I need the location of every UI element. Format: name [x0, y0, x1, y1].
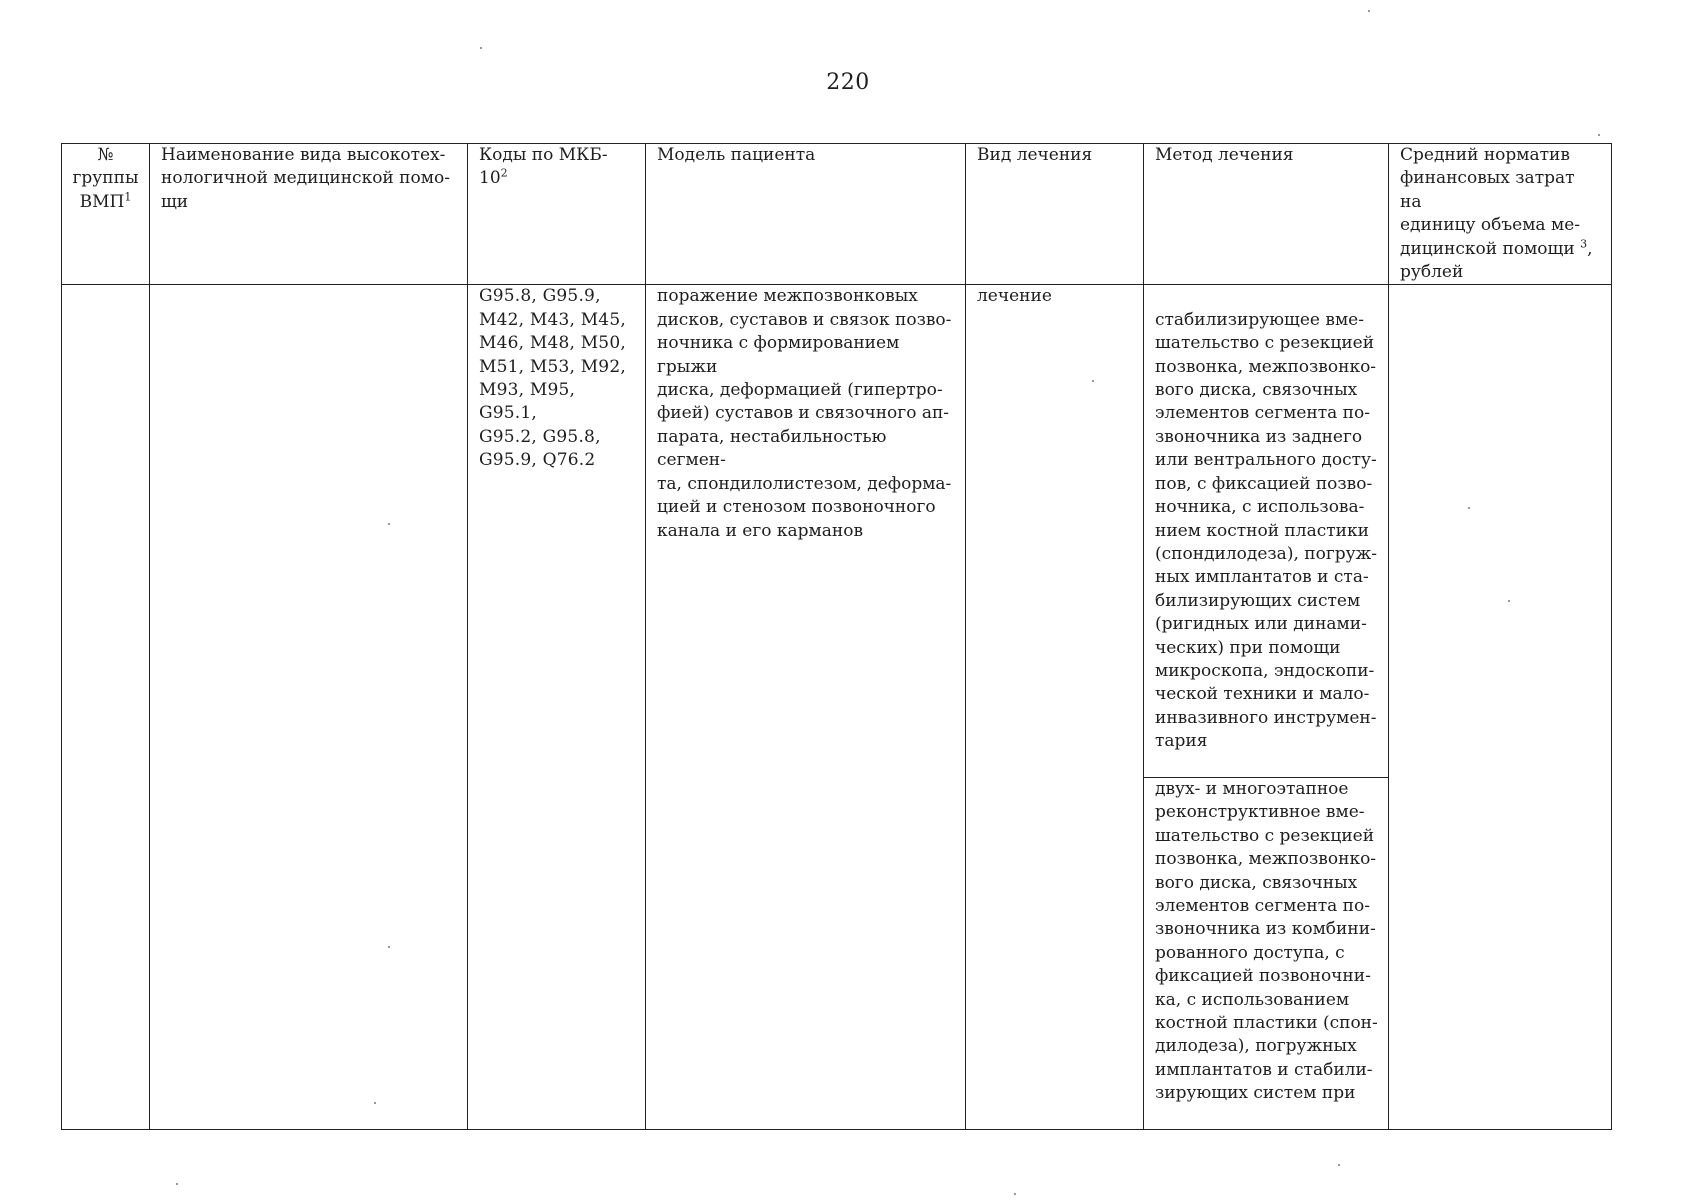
cell-treatment-type: лечение [966, 285, 1144, 1130]
header-patient-model: Модель пациента [646, 144, 966, 285]
scan-speck [1508, 600, 1510, 602]
scan-speck [1598, 134, 1600, 136]
scan-speck [388, 946, 390, 948]
header-group-number: № группы ВМП$^1$ [62, 144, 150, 285]
scan-speck [1368, 10, 1370, 12]
scan-speck [388, 523, 390, 525]
header-icd-codes: Коды по МКБ- $10^2$ [468, 144, 646, 285]
header-cost-standard: Средний норматив финансовых затрат на единицу объема ме- дицинской помощи $^3$, рублей [1389, 144, 1612, 285]
scan-speck [176, 1183, 178, 1185]
cell-icd-codes: G95.8, G95.9, M42, M43, M45, M46, M48, M50, M51, M53, M92, M93, M95, G95.1, G95.2, G95.8, G95.9, Q76.2 [468, 285, 646, 1130]
footnote-marker: 2 [500, 166, 508, 180]
method-item: двух- и многоэтапное реконструктивное вме- шательство с резекцией позвонка, межпозвонко- вого диска, связочных элементов сегмента по- звоночника из комбини- рованного доступа, с фиксацией позвоночни- ка, с использованием костной пластики (спон- дилодеза), погружных имплантатов и стабили- зирующих систем при [1144, 777, 1388, 1106]
cell-group-number [62, 285, 150, 1130]
page-number: 220 [826, 70, 870, 95]
header-treatment-method: Метод лечения [1144, 144, 1389, 285]
footnote-marker: 1 [124, 190, 132, 204]
table-row [62, 285, 1612, 1130]
cell-care-type-name [150, 285, 468, 1130]
scan-speck [480, 47, 482, 49]
scan-speck [374, 1102, 376, 1104]
table-header-row [62, 144, 1612, 285]
footnote-marker: 3 [1580, 236, 1588, 250]
cell-patient-model: поражение межпозвонковых дисков, суставов и связок позво- ночника с формированием грыжи диска, деформацией (гипертро- фией) суставов и связочного ап- парата, нестабильностью сегмен- та, спондилолистезом, деформа- цией и стенозом позвоночного канала и его карманов [646, 285, 966, 1130]
scan-speck [1092, 380, 1094, 382]
method-item: стабилизирующее вме- шательство с резекцией позвонка, межпозвонко- вого диска, связочных элементов сегмента по- звоночника из заднего или вентрального досту- пов, с фиксацией позво- ночника, с использова- нием костной пластики (спондилодеза), погруж- ных имплантатов и ста- билизирующих систем (ригидных или динами- ческих) при помощи микроскопа, эндоскопи- ческой техники и мало- инвазивного инструмен- тария [1155, 309, 1377, 752]
header-care-type-name: Наименование вида высокотех- нологичной медицинской помо- щи [150, 144, 468, 285]
scan-speck [1014, 1193, 1016, 1195]
cell-treatment-methods [1144, 285, 1389, 1130]
header-treatment-type: Вид лечения [966, 144, 1144, 285]
scan-speck [1468, 507, 1470, 509]
vmp-table [61, 143, 1612, 1130]
scan-speck [1338, 1164, 1340, 1166]
cell-cost-standard [1389, 285, 1612, 1130]
